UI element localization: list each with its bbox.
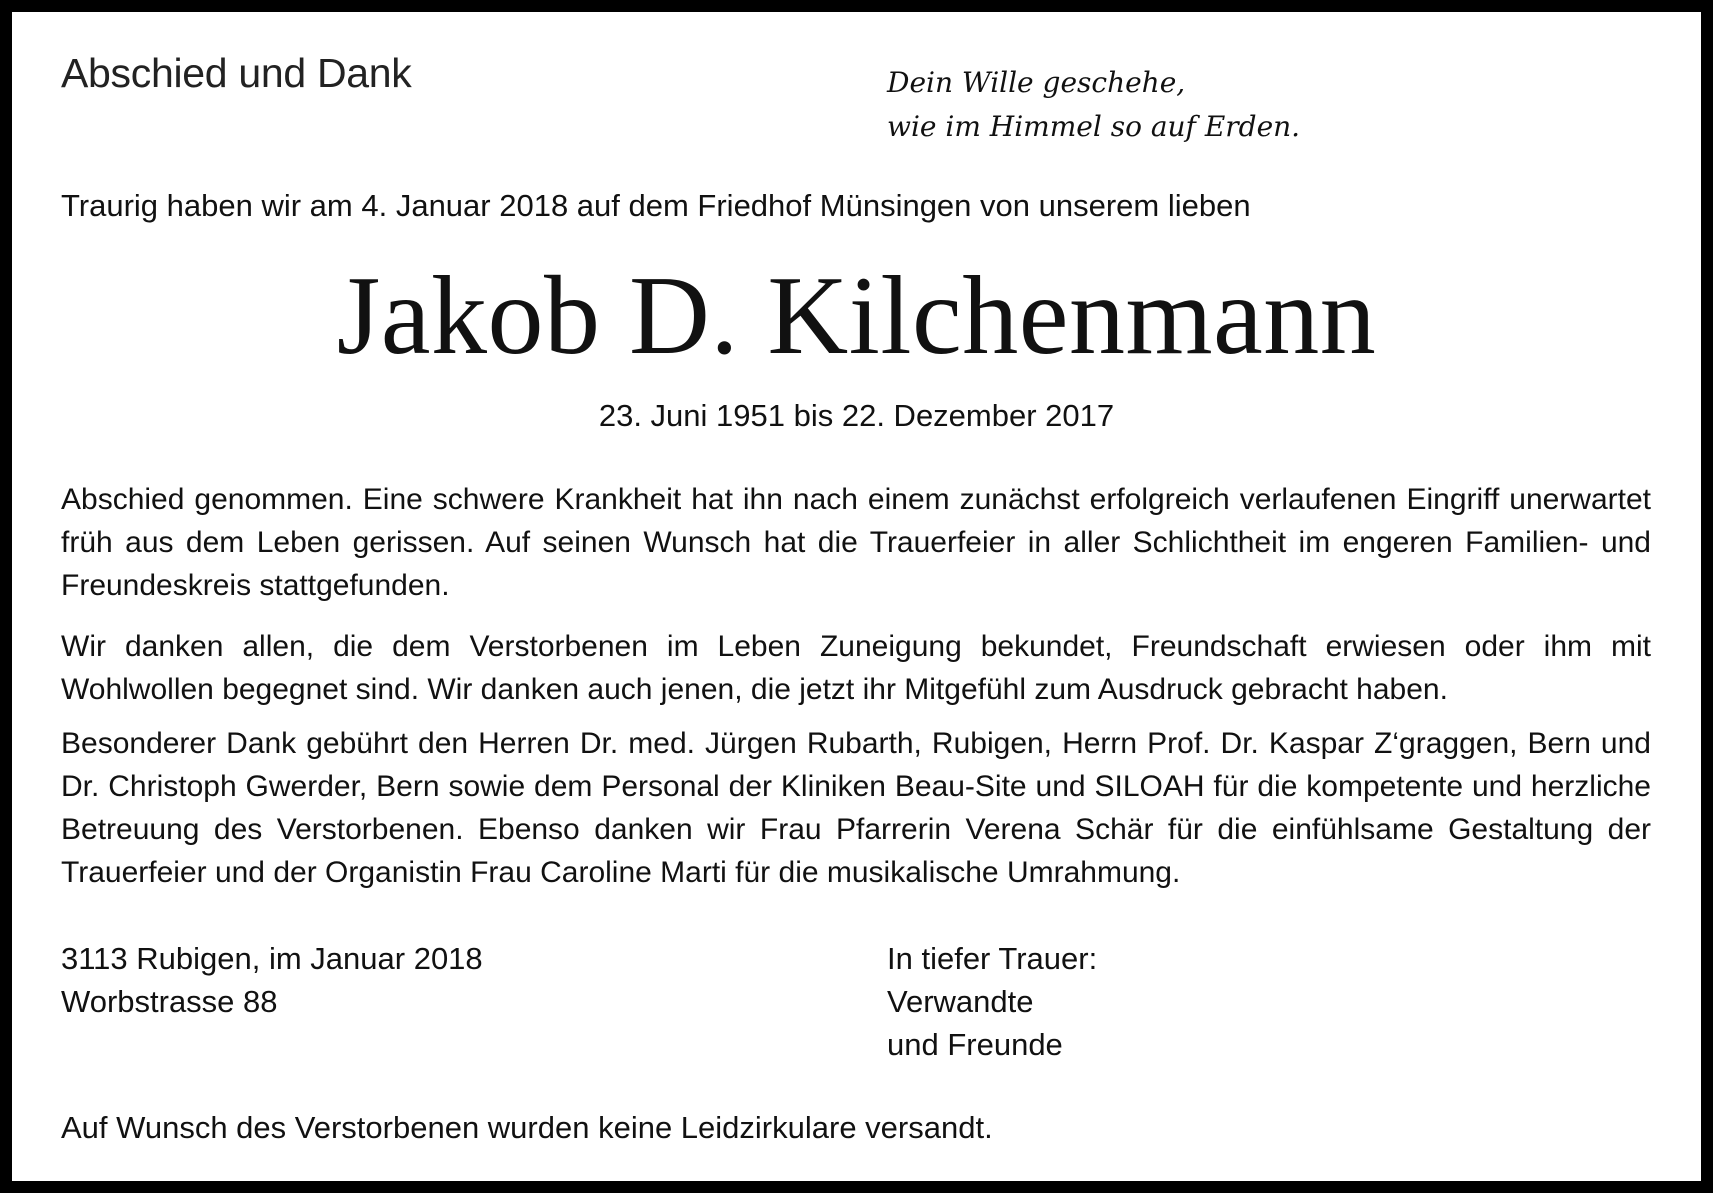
mourners-line-1: In tiefer Trauer: (887, 941, 1098, 976)
paragraph-farewell: Abschied genommen. Eine schwere Krankheit hat ihn nach einem zunächst erfolgreich verlaufenen Eingriff unerwartet früh aus dem Leben gerissen. Auf seinen Wunsch hat die Trauerfeier in aller Schlichtheit im engeren Familien- und Freundeskreis stattgefunden. (61, 483, 1651, 602)
paragraph-thanks: Wir danken allen, die dem Verstorbenen im Leben Zuneigung bekundet, Freundschaft erwiesen oder ihm mit Wohlwollen begegnet sind. Wir danken auch jenen, die jetzt ihr Mitgefühl zum Ausdruck gebracht haben. (61, 630, 1651, 706)
life-dates: 23. Juni 1951 bis 22. Dezember 2017 (598, 398, 1115, 433)
bible-verse (887, 61, 1300, 149)
paragraph-special-thanks: Besonderer Dank gebührt den Herren Dr. med. Jürgen Rubarth, Rubigen, Herrn Prof. Dr. Kaspar Z‘graggen, Bern und Dr. Christoph Gwerder, Bern sowie dem Personal der Kliniken Beau-Site und SILOAH für die kompetente und herzliche Betreuung des Verstorbenen. Ebenso danken wir Frau Pfarrerin Verena Schär für die einfühlsame Gestaltung der Trauerfeier und der Organistin Frau Caroline Marti für die musikalische Umrahmung. (61, 727, 1651, 889)
deceased-name: Jakob D. Kilchenmann (336, 254, 1377, 378)
verse-line-1: Dein Wille geschehe, (887, 66, 1186, 99)
obituary-notice (12, 12, 1701, 1181)
intro-sentence: Traurig haben wir am 4. Januar 2018 auf dem Friedhof Münsingen von unserem lieben (61, 188, 1251, 223)
sender-address (61, 937, 483, 1023)
mourners-line-2: Verwandte (887, 984, 1034, 1019)
closing-note: Auf Wunsch des Verstorbenen wurden keine Leidzirkulare versandt. (61, 1110, 993, 1145)
notice-heading: Abschied und Dank (61, 50, 412, 96)
mourners-line-3: und Freunde (887, 1027, 1063, 1062)
mourners-signature (887, 937, 1097, 1066)
place-date: 3113 Rubigen, im Januar 2018 (61, 941, 483, 976)
verse-line-2: wie im Himmel so auf Erden. (887, 110, 1301, 143)
street-address: Worbstrasse 88 (61, 984, 278, 1019)
